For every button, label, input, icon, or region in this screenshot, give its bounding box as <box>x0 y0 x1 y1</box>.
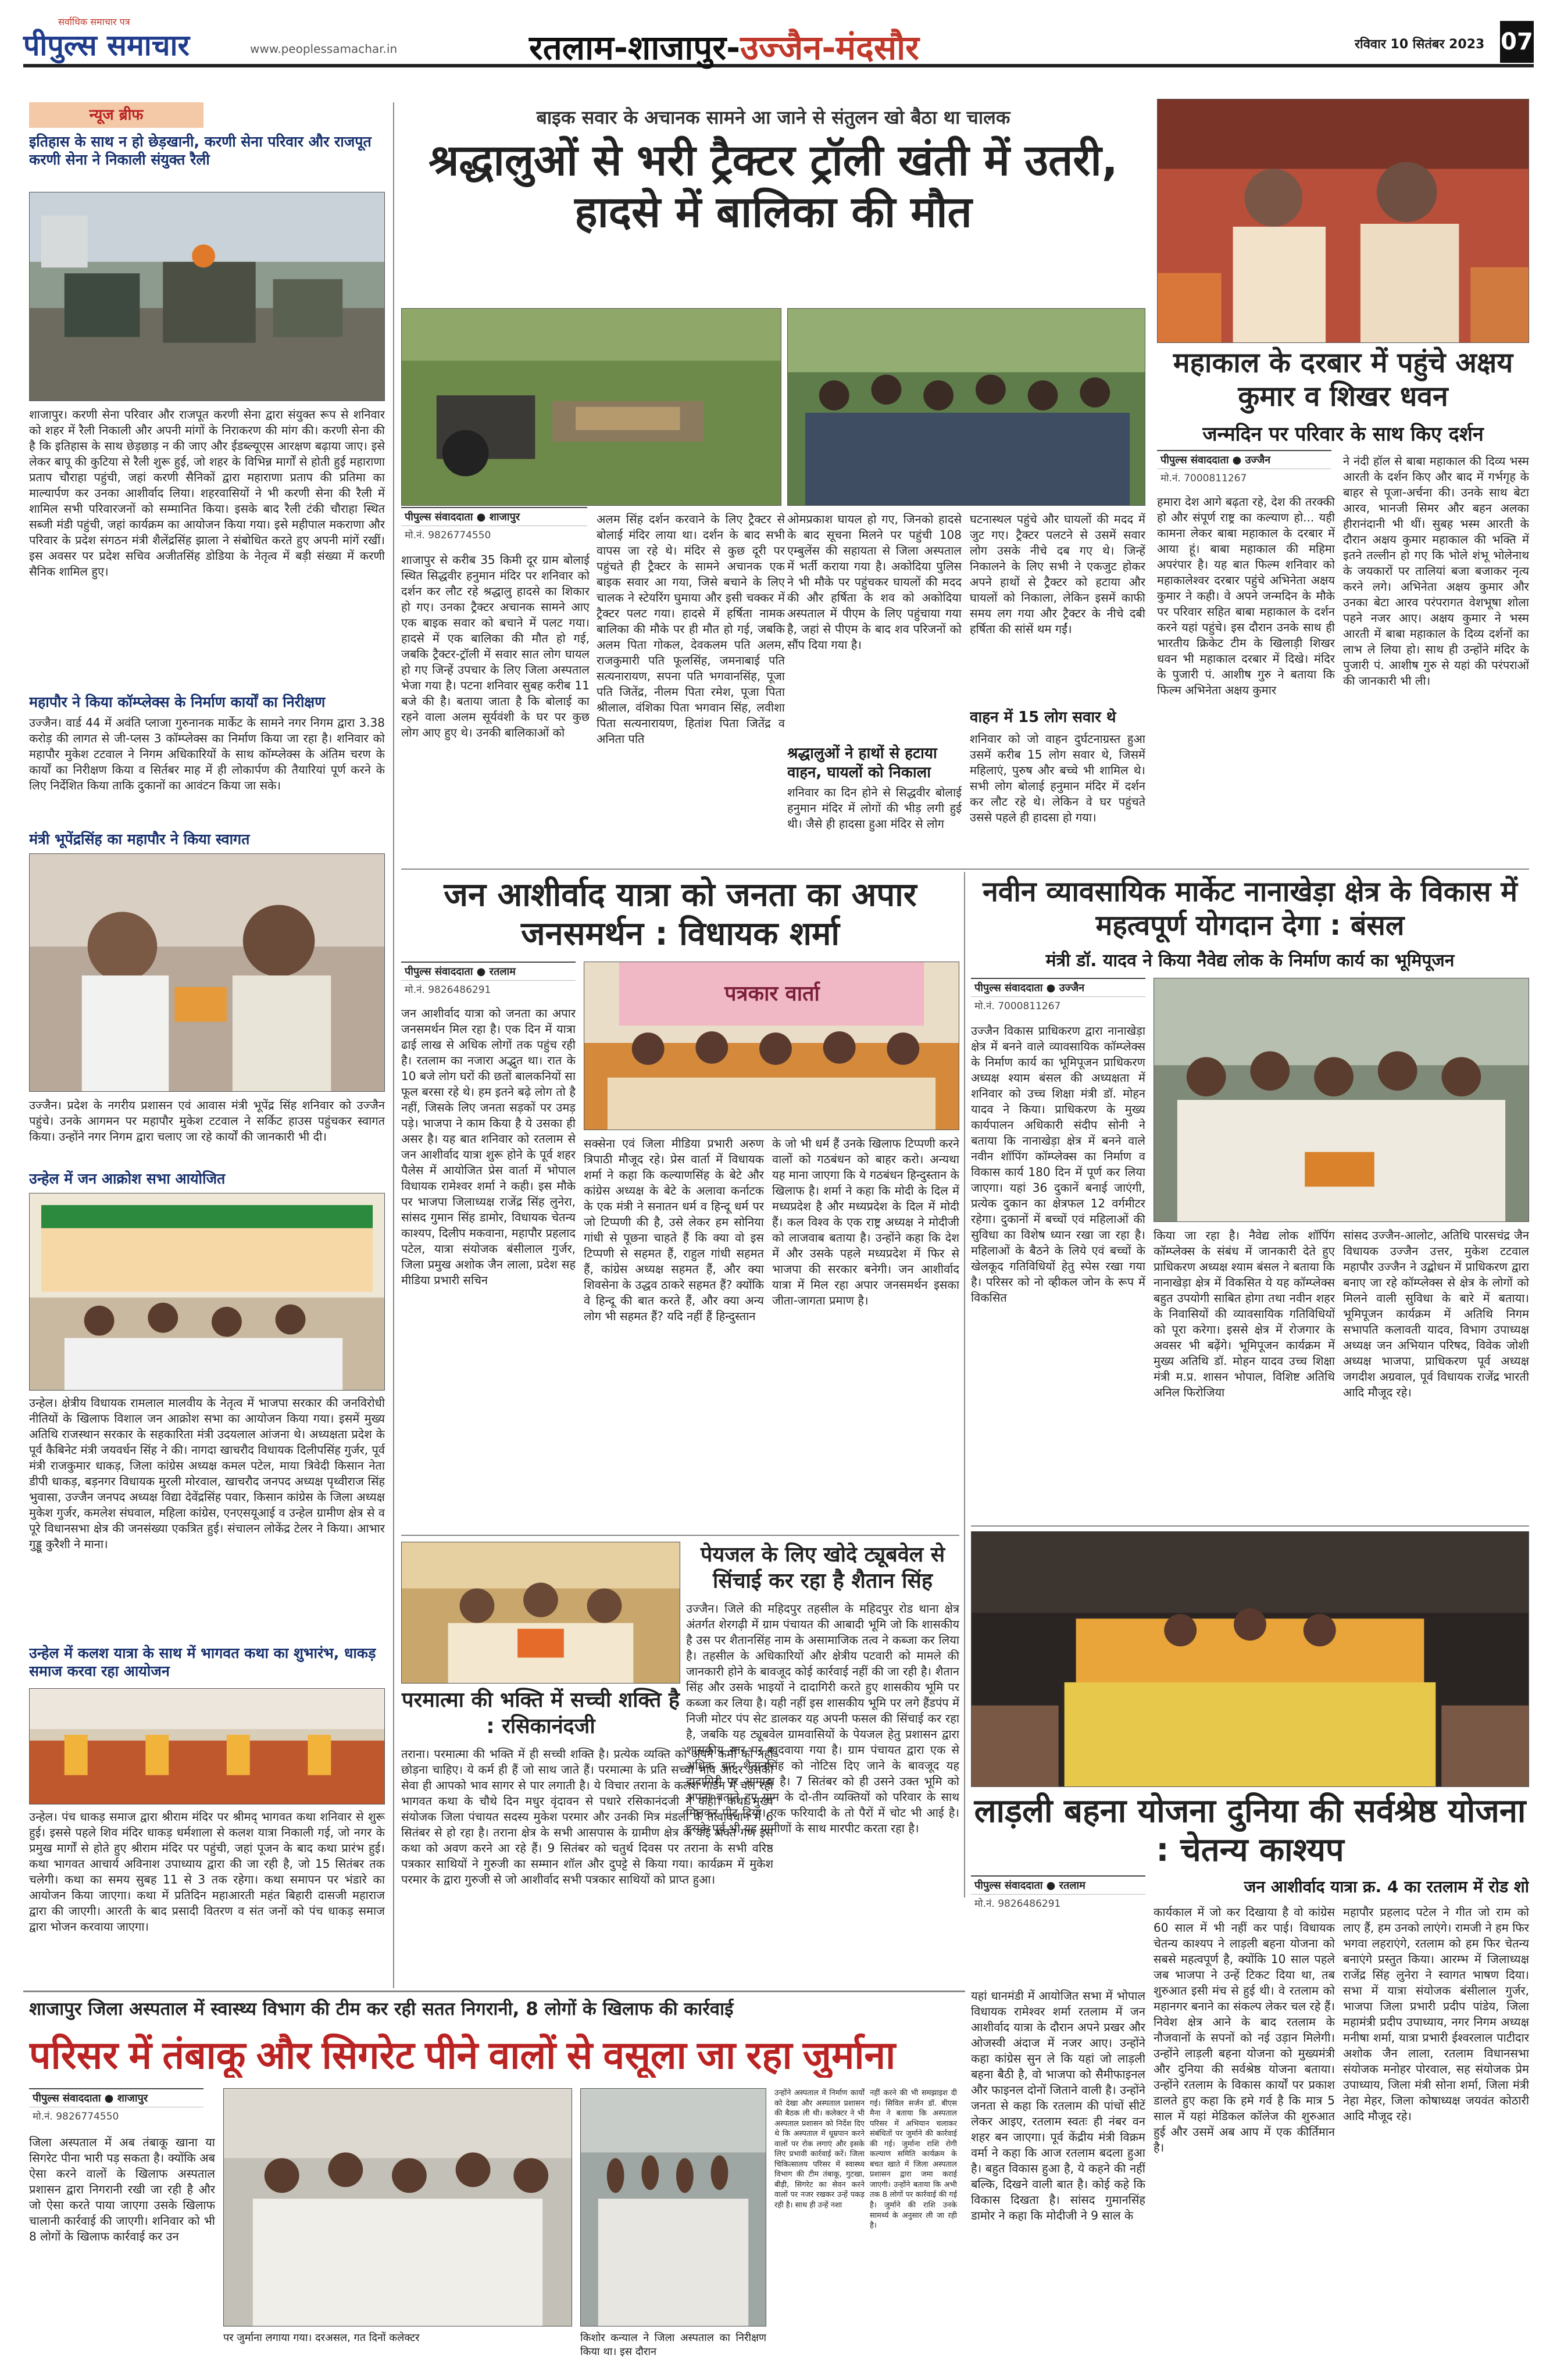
news-brief-tag: न्यूज ब्रीफ <box>29 102 203 128</box>
issue-date: रविवार 10 सितंबर 2023 <box>1355 37 1485 52</box>
bansal-col-2: किया जा रहा है। नैवेद्य लोक शॉपिंग कॉम्प्लेक्स के संबंध में जानकारी देते हुए प्राधिकरण अध्यक्ष श्याम बंसल ने बताया कि नानाखेड़ा क्षेत्र में विकसित ये यह कॉम्प्लेक्स बहुत उपयोगी साबित होगा तथा नवीन शहर के निवासियों की व्यावसायिक गतिविधियों को पूरा करेगा। इससे क्षेत्र में रोजगार के अवसर भी बढ़ेंगे। भूमिपूजन कार्यक्रम में मुख्य अतिथि डॉ. मोहन यादव उच्च शिक्षा मंत्री म.प्र. शासन भोपाल, विशिष्ट अतिथि अनिल फिरोजिया <box>1154 1228 1335 1399</box>
mahakal-col-1: हमारा देश आगे बढ़ता रहे, देश की तरक्की हो और संपूर्ण राष्ट्र का कल्याण हो... यही कामना लेकर बाबा महाकाल के दरबार में आया हूं। बाबा महाकाल की महिमा अपरंपार है। यह बात फिल्म शनिवार को महाकालेश्वर दरबार पहुंचे अभिनेता अक्षय कुमार ने कही। वे अपने जन्मदिन के मौके पर परिवार सहित बाबा महाकाल के दर्शन करने यहां पहुंचे। इस दौरान उनके साथ ही भारतीय क्रिकेट टीम के खिलाड़ी शिखर धवन भी महाकाल दरबार में दिखे। मंदिर के पुजारी पं. आशीष गुरु ने बताया कि फिल्म अभिनेता अक्षय कुमार <box>1157 495 1335 697</box>
column-divider <box>393 102 394 1988</box>
brief-1-text: शाजापुर। करणी सेना परिवार और राजपूत करणी सेना द्वारा संयुक्त रूप से शनिवार को शहर में रैली निकाली और अपनी मांगों के निराकरण की मांग की। करणी सेना की है कि इतिहास के साथ छेड़छाड़ न की जाए और ईडब्ल्यूएस आरक्षण बढ़ाया जाए। इसे लेकर बापू की कुटिया से रैली शुरू हुई, जो शहर के विभिन्न मार्गों से होती हुई महाराणा प्रताप चौराहा पहुंची, जहां करणी सैनिकों द्वारा महाराणा प्रताप की प्रतिमा का माल्यार्पण कर उनका आशीर्वाद लिया। शहरवासियों ने भी करणी सेना की रैली में शामिल सभी परिवारजनों को सम्मानित किया। इसके बाद रैली टंकी चौराहा स्थित सब्जी मंडी पहुंची, जहां कार्यक्रम का आयोजन किया गया। इसे महीपाल मकराणा और परिवार के प्रदेश संगठन मंत्री शैलेंद्रसिंह झाला ने संबोधित करते हुए अपनी मांगें रखीं। इस अवसर पर प्रदेश सचिव अजीतसिंह डोडिया के नेतृत्व में बड़ी संख्या में करणी सैनिक शामिल हुए। <box>29 408 385 578</box>
road-show-photo <box>971 1531 1529 1787</box>
tobacco-col-3: नहीं करने की भी समझाइश दी गई। सिविल सर्जन डॉ. बीएस मैना ने बताया कि अस्पताल परिसर में अभियान चलाकर संबंधितों पर जुर्माने की कार्रवाई की गई। जुर्माना राशि रोगी कल्याण समिति कार्यक्रम के बचत खाते में जिला अस्पताल प्रशासन द्वारा जमा कराई जाएगी। उन्होंने बताया कि अभी तक 8 लोगों पर कार्रवाई की गई है। जुर्माने की राशि उनके सामर्थ्य के अनुसार ली जा रही है। <box>870 2089 957 2231</box>
lead-col-3-subhead: श्रद्धालुओं ने हाथों से हटाया वाहन, घायलों को निकाला <box>787 745 937 781</box>
brief-1-headline: इतिहास के साथ न हो छेड़खानी, करणी सेना परिवार और राजपूत करणी सेना ने निकाली संयुक्त रैली <box>29 133 372 169</box>
mahakal-col-2: ने नंदी हॉल से बाबा महाकाल की दिव्य भस्म आरती के दर्शन किए और बाद में गर्भगृह के बाहर से पूजा-अर्चना की। उनके साथ बेटा आरव, भानजी सिमर और बहन अलका हीरानंदानी भी थीं। सुबह भस्म आरती के दौरान अक्षय कुमार महाकाल की भक्ति में इतने तल्लीन हो गए कि भोले शंभू भोलेनाथ के जयकारों पर तालियां बजा बजाकर नृत्य करने लगे। अभिनेता अक्षय कुमार और उनका बेटा आरव परंपरागत वेशभूषा शोला पहने नजर आए। अक्षय कुमार ने भस्म आरती में बाबा महाकाल के दिव्य दर्शनों का लाभ ले लिया हो। साथ ही उन्होंने मंदिर के पुजारी पं. आशीष गुरु से यहां की परंपराओं की जानकारी भी ली। <box>1343 454 1529 688</box>
page-number: 07 <box>1500 21 1534 63</box>
brand-tagline: सर्वाधिक समाचार पत्र <box>58 16 130 27</box>
brief-2-text: उज्जैन। वार्ड 44 में अवंति प्लाजा गुरुनानक मार्केट के सामने नगर निगम द्वारा 3.38 करोड़ की लागत से जी-प्लस 3 कॉम्प्लेक्स का निर्माण किया जा रहा है। शनिवार को महापौर मुकेश टटवाल ने निगम अधिकारियों के साथ कॉम्प्लेक्स के अंतिम चरण के कार्यों का निरीक्षण किया व सिर्तबर माह में ही लोकार्पण की तैयारियां पूर्ण करने के लिए निर्देशित किया ताकि दुकानों का आवंटन किया जा सके। <box>29 716 385 792</box>
jan-byline-box <box>401 962 576 998</box>
section-divider-3 <box>401 1535 959 1536</box>
mahakal-headline: महाकाल के दरबार में पहुंचे अक्षय कुमार व शिखर धवन <box>1173 346 1513 413</box>
ladli-headline: लाड़ली बहना योजना दुनिया की सर्वश्रेष्ठ योजना : चेतन्य काश्यप <box>974 1792 1526 1870</box>
ladli-byline: पीपुल्स संवाददाता ● रतलाम <box>971 1875 1145 1895</box>
lead-col-4: घटनास्थल पहुंचे और घायलों की मदद में जुट गए। ट्रैक्टर पलटने से उसमें सवार लोग उसके नीचे दब गए थे। जिन्हें निकालने के लिए सभी ने एकजुट होकर अपने हाथों से ट्रैक्टर को हटाया और घायलों को निकाला, लेकिन इसमें काफी समय लग गया और ट्रैक्टर के नीचे दबी हर्षिता की सांसें थम गईं। <box>970 512 1145 636</box>
ladli-mobile: मो.नं. 9826486291 <box>974 1898 1061 1910</box>
brief-5-headline: उन्हेल में कलश यात्रा के साथ में भागवत कथा का शुभारंभ, धाकड़ समाज करवा रहा आयोजन <box>29 1645 376 1680</box>
mahakal-byline: पीपुल्स संवाददाता ● उज्जैन <box>1157 450 1331 469</box>
tobacco-photo2-caption: किशोर कन्याल ने जिला अस्पताल का निरीक्षण किया था। इस दौरान <box>580 2332 766 2358</box>
ladli-sub: जन आशीर्वाद यात्रा क्र. 4 का रतलाम में रोड शो <box>1244 1877 1529 1896</box>
crowd-accident-site-photo <box>787 308 1145 506</box>
section-divider-5 <box>23 1991 965 1992</box>
ladli-col-1: यहां धानमंडी में आयोजित सभा में भोपाल विधायक रामेश्वर शर्मा रतलाम में जन आशीर्वाद यात्रा के दौरान अपने प्रखर और ओजस्वी अंदाज में नजर आए। उन्होंने कहा कांग्रेस सुन ले कि यहां जो लाड़ली बहना बैठी है, वो भाजपा को सैमीफाइनल और फाइनल दोनों जिताने वाली है। उन्होंने जनता से कहा कि रतलाम की पांचों सीटें लेकर आइए, रतलाम स्वतः ही नंबर वन शहर बन जाएगा। पूर्व केंद्रीय मंत्री विक्रम वर्मा ने कहा कि आज रतलाम बदला हुआ है। बहुत विकास हुआ है, ये कहने की नहीं बल्कि, दिखने वाली बात है। कोई कहे कि विकास दिखता है। सांसद गुमानसिंह डामोर ने कहा कि मोदीजी ने 9 साल के <box>971 1989 1145 2222</box>
column-divider-2 <box>964 872 965 1897</box>
press-conference-banner: पत्रकार वार्ता <box>724 982 820 1006</box>
section-title: रतलाम-शाजापुर-उज्जैन-मंदसौर <box>529 28 919 67</box>
bansal-byline-box <box>971 978 1145 1014</box>
lead-headline: श्रद्धालुओं से भरी ट्रैक्टर ट्रॉली खंती में उतरी, हादसे में बालिका की मौत <box>428 135 1118 237</box>
brief-2-headline: महापौर ने किया कॉम्प्लेक्स के निर्माण कार्यों का निरीक्षण <box>29 694 326 710</box>
minister-welcome-photo <box>29 853 385 1092</box>
lead-kicker: बाइक सवार के अचानक सामने आ जाने से संतुलन खो बैठा था चालक <box>536 106 1010 128</box>
naivedya-lok-bhoomipujan-photo <box>1154 978 1529 1222</box>
brief-3-headline: मंत्री भूपेंद्रसिंह का महापौर ने किया स्वागत <box>29 831 250 848</box>
ladli-col-3: महापौर प्रहलाद पटेल ने गीत जो राम को लाए हैं, हम उनको लाएंगे। रामजी ने हम फिर भगवा लहराएंगे, रतलाम को हम फिर चेतन्य बनाएंगे प्रस्तुत किया। आरम्भ में जिलाध्यक्ष राजेंद्र सिंह लुनेरा ने स्वागत भाषण दिया। सभा में यात्रा संयोजक बंसीलाल गुर्जर, भाजपा जिला प्रभारी प्रदीप पांडेय, जिला महामंत्री प्रदीप उपाध्याय, नगर निगम अध्यक्ष मनीषा शर्मा, यात्रा प्रभारी ईश्वरलाल पाटीदार अशोक जैन लाला, रतलाम विधानसभा संयोजक मनोहर पोरवाल, सह संयोजक प्रेम उपाध्याय, जिला मंत्री सोना शर्मा, जिला मंत्री नेहा मेहर, जिला कोषाध्यक्ष जयवंत कोठारी आदि मौजूद रहे। <box>1343 1905 1529 2123</box>
bansal-col-3: सांसद उज्जैन-आलोट, अतिथि पारसचंद्र जैन विधायक उज्जैन उत्तर, मुकेश टटवाल महापौर उज्जैन ने उद्बोधन में प्राधिकरण द्वारा बनाए जा रहे कॉम्प्लेक्स से क्षेत्र के लोगों को मिलने वाली सुविधा के बारे में बताया। भूमिपूजन कार्यक्रम में अतिथि निगम सभापति कलावती यादव, विभाग उपाध्यक्ष अध्यक्ष जन अभियान परिषद, विवेक जोशी अध्यक्ष भाजपा, प्राधिकरण पूर्व अध्यक्ष जगदीश अग्रवाल, पूर्व विधायक राजेंद्र भारती आदि मौजूद रहे। <box>1343 1228 1529 1399</box>
ladli-byline-box <box>971 1875 1145 1911</box>
jan-akrosh-sabha-photo <box>29 1193 385 1391</box>
bansal-byline: पीपुल्स संवाददाता ● उज्जैन <box>971 978 1145 997</box>
mahakal-byline-box <box>1157 450 1331 486</box>
lead-mobile: मो.नं. 9826774550 <box>405 530 491 541</box>
tobacco-headline: परिसर में तंबाकू और सिगरेट पीने वालों से वसूला जा रहा जुर्माना <box>29 2034 896 2077</box>
hospital-inspection-photo-2 <box>580 2088 766 2327</box>
lead-col-4-subhead: वाहन में 15 लोग सवार थे <box>970 709 1116 726</box>
jan-col-1: जन आशीर्वाद यात्रा को जनता का अपार जनसमर्थन मिल रहा है। एक दिन में यात्रा ढाई लाख से अधिक लोगों तक पहुंच रही है। रतलाम का नजारा अद्भुत था। रात के 10 बजे लोग घरों की छतों बालकनियों सा फूल बरसा रहे थे। हम इतने बढ़े लोग तो है नहीं, जिसके लिए जनता सड़कों पर उमड़ पड़े। भाजपा ने काम किया है ये उसका ही असर है। यह बात शनिवार को रतलाम से जन आशीर्वाद यात्रा शुरू होने के पूर्व शहर पैलेस में आयोजित प्रेस वार्ता में भोपाल विधायक रामेश्वर शर्मा ने कही। इस मौके पर भाजपा जिलाध्यक्ष राजेंद्र सिंह लुनेरा, सांसद गुमान सिंह डामोर, विधायक चेतन्य काश्यप, दिलीप मकवाना, महापौर प्रहलाद पटेल, यात्रा संयोजक बंसीलाल गुर्जर, जिला प्रमुख अशोक जैन लाला, प्रदेश सह मीडिया प्रभारी सचिन <box>401 1006 576 1287</box>
lead-byline: पीपुल्स संवाददाता ● शाजापुर <box>401 507 587 526</box>
akshay-kumar-mahakal-photo <box>1157 99 1529 343</box>
mahakal-mobile: मो.नं. 7000811267 <box>1160 473 1247 484</box>
lead-col-3: ओमप्रकाश घायल हो गए, जिनको हादसे के बाद सूचना मिलने पर पहुंची 108 एम्बुलेंस की सहायता से जिला अस्पताल में भर्ती कराया गया है। अकोदिया पुलिस ने भी मौके पर पहुंचकर घायलों की मदद की और हर्षिता के शव को अकोदिया अस्पताल में पीएम के लिए पहुंचाया गया है, जहां से पीएम के बाद शव परिजनों को सौंप दिया गया है। <box>787 512 962 652</box>
tobacco-col-2: उन्होंने अस्पताल में निर्माण कार्यों को देखा और अस्पताल प्रशासन की बैठक ली थी। कलेक्टर ने भी अस्पताल प्रशासन को निर्देश दिए थे कि अस्पताल में धूम्रपान करने वालों पर रोक लगाएं और इसके लिए प्रभावी कार्रवाई करें। जिला चिकित्सालय परिसर में स्वास्थ्य विभाग की टीम तंबाकू, गुटखा, बीड़ी, सिगरेट का सेवन करने वालों पर नजर रखकर उन्हें पकड़ रही है। साथ ही उन्हें नशा <box>774 2089 865 2210</box>
masthead <box>23 16 1534 67</box>
paramatma-headline: परमात्मा की भक्ति में सच्ची शक्ति है : रसिकानंदजी <box>402 1688 680 1738</box>
jan-col-2: सक्सेना एवं जिला मीडिया प्रभारी अरुण त्रिपाठी मौजूद रहे। प्रेस वार्ता में विधायक शर्मा ने कहा कि कल्याणसिंह के बेटे और कांग्रेस अध्यक्ष के बेटे के अलावा कर्नाटक के एक मंत्री ने सनातन धर्म व हिन्दू धर्म पर जो टिप्पणी की है, उसे लेकर हम सोनिया गांधी से पूछना चाहते हैं कि क्या वो इस टिप्पणी से सहमत हैं, राहुल गांधी सहमत हैं, कांग्रेस अध्यक्ष सहमत हैं, और क्या शिवसेना के उद्धव ठाकरे सहमत हैं? क्योंकि वे हिन्दू की बात करते हैं, और क्या अन्य लोग भी सहमत हैं? यदि नहीं हैं हिन्दुस्तान <box>584 1137 764 1323</box>
brief-4-text: उन्हेल। क्षेत्रीय विधायक रामलाल मालवीय के नेतृत्व में भाजपा सरकार की जनविरोधी नीतियों के खिलाफ विशाल जन आक्रोश सभा का आयोजन किया गया। इसमें मुख्य अतिथि राजस्थान सरकार के सहकारिता मंत्री उदयलाल आंजना थे। अध्यक्षता प्रदेश के पूर्व कैबिनेट मंत्री जयवर्धन सिंह ने की। नागदा खाचरौद विधायक दिलीपसिंह गुर्जर, पूर्व मंत्री राजकुमार धाकड़, जिला कांग्रेस अध्यक्ष कमल पटेल, माया त्रिवेदी किसान नेता डीपी धाकड़, बड़नगर विधायक मुरली मोरवाल, खाचरौद जनपद अध्यक्ष पृथ्वीराज सिंह भुवासा, उज्जैन जनपद अध्यक्ष विद्या देवेंद्रसिंह पवार, किसान कांग्रेस के जिला अध्यक्ष मुकेश गुर्जर, कमलेश संघवाल, महिला कांग्रेस, एनएसयूआई व उन्हेल ग्रामीण क्षेत्र से व पूरे विधानसभा क्षेत्र की जनसंख्या एकत्रित हुई। संचालन लोकेंद्र टेलर ने किया। आभार गुड्डू कुरैशी ने माना। <box>29 1396 385 1551</box>
lead-col-3b: शनिवार का दिन होने से सिद्धवीर बोलाई हनुमान मंदिर में लोगों की भीड़ लगी हुई थी। जैसे ही हादसा हुआ मंदिर से लोग <box>787 785 962 831</box>
jan-byline: पीपुल्स संवाददाता ● रतलाम <box>401 962 576 981</box>
jan-mobile: मो.नं. 9826486291 <box>405 984 491 996</box>
brief-5-text: उन्हेल। पंच धाकड़ समाज द्वारा श्रीराम मंदिर पर श्रीमद् भागवत कथा शनिवार से शुरू हुई। इससे पहले शिव मंदिर धाकड़ धर्मशाला से कलश यात्रा निकाली गई, जो नगर के प्रमुख मार्गों से होते हुए श्रीराम मंदिर पर पहुंची, जहां पूजन के बाद कथा प्रारंभ हुई। कथा भागवत आचार्य अविनाश उपाध्याय द्वारा की जा रही है, जो 15 सितंबर तक चलेगी। कथा का समय सुबह 11 से 3 तक रहेगा। कथा समापन पर भंडारे का आयोजन किया जाएगा। कथा में प्रतिदिन महाआरती महंत बिहारी दासजी महाराज द्वारा की जाएगी। आरती के बाद प्रसादी वितरण व संत जनों को पंच धाकड़ समाज द्वारा भोजन करवाया जाएगा। <box>29 1810 385 1934</box>
hospital-inspection-photo-1 <box>223 2088 572 2327</box>
jan-headline: जन आशीर्वाद यात्रा को जनता का अपार जनसमर्थन : विधायक शर्मा <box>444 876 917 953</box>
tobacco-byline: पीपुल्स संवाददाता ● शाजापुर <box>29 2088 203 2107</box>
tobacco-kicker: शाजापुर जिला अस्पताल में स्वास्थ्य विभाग की टीम कर रही सतत निगरानी, 8 लोगों के खिलाफ की कार्रवाई <box>29 1999 734 2020</box>
tubewell-text: उज्जैन। जिले की महिदपुर तहसील के महिदपुर रोड थाना क्षेत्र अंतर्गत शेरगढ़ी में ग्राम पंचायत की आबादी भूमि जो कि शासकीय है उस पर शैतानसिंह नाम के असामाजिक तत्व ने कब्जा कर लिया है। तहसील के अधिकारियों और क्षेत्रीय पटवारी को मामले की जानकारी होने के बावजूद कोई कार्रवाई नहीं की जा रही है। शैतान सिंह और उसके भाइयों ने दादागिरी करते हुए शासकीय भूमि पर कब्जा कर लिया है। यही नहीं इस शासकीय भूमि पर लगे हैंडपंप में निजी मोटर पंप सेट डालकर यह अपनी फसल की सिंचाई कर रहा है, जबकि यह ट्यूबवेल ग्रामवासियों के पेयजल हेतु प्रशासन द्वारा शासकीय स्तर पर खुदवाया गया है। ग्राम पंचायत द्वारा एक से अधिक बार शैतानसिंह को नोटिस दिए जाने के बावजूद यह दादागिरी पर आमादा है। 7 सितंबर को ही उसने उक्त भूमि को अपना बताते हुए ग्राम के दो-तीन व्यक्तियों को परिवार के साथ मिलकर पीट दिया। एक फरियादी के तो पैरों में चोट भी आई है। इसके पूर्व भी यह ग्रामीणों के साथ मारपीट करता रहा है। <box>686 1602 959 1835</box>
paramatma-text: तराना। परमात्मा की भक्ति में ही सच्ची शक्ति है। प्रत्येक व्यक्ति को अपने कर्मों को नहीं छोड़ना चाहिए। ये कर्म ही हैं जो साथ जाते हैं। परमात्मा के प्रति सच्चा भाव आदर उसकी सेवा ही आपको भाव सागर से पार लगाती है। ये विचार तराना के कलश गार्डन में चल रही भागवत कथा के चौथे दिन मधुर वृंदावन से पधारे रसिकानंदजी ने कही। कथा मुख्य संयोजक जिला पंचायत सदस्य मुकेश परमार और उनकी मित्र मंडली के तत्वावधान में 6 सितंबर से हो रहा है। तराना क्षेत्र के सभी आसपास के ग्रामीण क्षेत्र के कई भक्त गण इस कथा को अवण करने आ रहे हैं। 9 सितंबर को चतुर्थ दिवस पर तराना के सभी वरिष्ठ पत्रकार साथियों ने गुरुजी का सम्मान शॉल और दुपट्टे से किया गया। कार्यक्रम में मुकेश परमार के द्वारा गुरुजी से जो आशीर्वाद सभी पत्रकार साथियों को प्राप्त हुआ। <box>401 1747 773 1886</box>
bhagwat-katha-photo <box>401 1542 680 1684</box>
bansal-mobile: मो.नं. 7000811267 <box>974 1000 1061 1012</box>
tobacco-mobile: मो.नं. 9826774550 <box>33 2111 119 2122</box>
lead-col-1: शाजापुर से करीब 35 किमी दूर ग्राम बोलाई स्थित सिद्धवीर हनुमान मंदिर पर शनिवार को दर्शन कर लौट रहे श्रद्धालु हादसे का शिकार हो गए। उनका ट्रैक्टर अचानक सामने आए एक बाइक सवार को बचाने में पलट गया। हादसे में एक बालिका की मौत हो गई, जबकि ट्रैक्टर-ट्रॉली में सवार सात लोग घायल हो गए जिन्हें उपचार के लिए जिला अस्पताल भेजा गया है। पटना शनिवार सुबह करीब 11 बजे की है। बताया जाता है कि बोलाई का रहने वाला अलम सूर्यवंशी के घर पर कुछ लोग आए हुए थे। उनकी बालिकाओं को <box>401 553 590 739</box>
brand-logo: पीपुल्स समाचार <box>23 28 190 62</box>
lead-col-2: अलम सिंह दर्शन करवाने के लिए ट्रैक्टर से बोलाई मंदिर लाया था। दर्शन के बाद सभी वापस जा रहे थे। मंदिर से कुछ दूरी पर पहुंचते ही ट्रैक्टर के सामने अचानक एक बाइक सवार आ गया, जिसे बचाने के लिए चालक ने स्टेयरिंग घुमाया और इसी चक्कर में ट्रैक्टर पलट गया। हादसे में हर्षिता नामक बालिका की मौके पर ही मौत हो गई, जबकि अलम पिता गोकल, देवकलम पति अलम, राजकुमारी पति फूलसिंह, जमनाबाई पति सत्यनारायण, सपना पति भगवानसिंह, पूजा पति जितेंद्र, नीलम पिता रमेश, पूजा पिता श्रीलाल, वंशिका पिता भगवान सिंह, लवीशा पिता सत्यनारायण, हितांश पिता जितेंद्र व अनिता पति <box>597 512 785 746</box>
brief-4-headline: उन्हेल में जन आक्रोश सभा आयोजित <box>29 1170 226 1187</box>
website-url[interactable]: www.peoplessamachar.in <box>250 42 398 56</box>
bansal-sub: मंत्री डॉ. यादव ने किया नैवेद्य लोक के निर्माण कार्य का भूमिपूजन <box>1045 950 1455 971</box>
section-divider-4 <box>971 1525 1529 1527</box>
brief-3-text: उज्जैन। प्रदेश के नगरीय प्रशासन एवं आवास मंत्री भूपेंद्र सिंह शनिवार को उज्जैन पहुंचे। उनके आगमन पर महापौर मुकेश टटवाल ने सर्किट हाउस पहुंचकर स्वागत किया। उन्होंने नगर निगम द्वारा चलाए जा रहे कार्यों की जानकारी भी दी। <box>29 1098 385 1143</box>
tobacco-col-1: जिला अस्पताल में अब तंबाकू खाना या सिगरेट पीना भारी पड़ सकता है। क्योंकि अब ऐसा करने वालों के खिलाफ अस्पताल प्रशासन द्वारा निगरानी रखी जा रही है और जो ऐसा करते पाया जाएगा उसके खिलाफ चालानी कार्रवाई की जाएगी। शनिवार को भी 8 लोगों के खिलाफ कार्रवाई कर उन <box>29 2135 215 2243</box>
kalash-yatra-photo <box>29 1688 385 1804</box>
lead-col-4b: शनिवार को जो वाहन दुर्घटनाग्रस्त हुआ उसमें करीब 15 लोग सवार थे, जिसमें महिलाएं, पुरुष और बच्चे भी शामिल थे। सभी लोग बोलाई हनुमान मंदिर में दर्शन कर लौट रहे थे। लेकिन वे घर पहुंचते उससे पहले ही हादसा हो गया। <box>970 732 1145 824</box>
press-conference-photo <box>584 962 959 1130</box>
ladli-col-2: कार्यकाल में जो कर दिखाया है वो कांग्रेस 60 साल में भी नहीं कर पाई। विधायक चेतन्य काश्यप ने लाड़ली बहना योजना को सबसे महत्वपूर्ण है, क्योंकि 10 साल पहले जब भाजपा ने उन्हें टिकट दिया था, तब शुरुआत इसी मंच से हुई थी। वे रतलाम को महानगर बनाने का संकल्प लेकर चल रहे हैं। निवेश क्षेत्र आने के बाद रतलाम के नौजवानों के सपनों को नई उड़ान मिलेगी। उन्होंने लाड़ली बहना योजना को मुख्यमंत्री और दुनिया की सर्वश्रेष्ठ योजना बताया। उन्होंने रतलाम के विकास कार्यों पर प्रकाश डालते हुए कहा कि हमे गर्व है कि मात्र 5 साल में यहां मेडिकल कॉलेज की शुरुआत हुई और उसमें अब आप में एक कीर्तिमान है। <box>1154 1905 1335 2154</box>
tubewell-headline: पेयजल के लिए खोदे ट्यूबवेल से सिंचाई कर रहा है शैतान सिंह <box>700 1543 945 1593</box>
bansal-col-1: उज्जैन विकास प्राधिकरण द्वारा नानाखेड़ा क्षेत्र में बनने वाले व्यावसायिक कॉम्प्लेक्स के निर्माण कार्य का भूमिपूजन प्राधिकरण अध्यक्ष श्याम बंसल की अध्यक्षता में शनिवार को उच्च शिक्षा मंत्री डॉ. मोहन यादव ने किया। प्राधिकरण के मुख्य कार्यपालन अधिकारी संदीप सोनी ने बताया कि नानाखेड़ा क्षेत्र में बनने वाले नवीन शॉपिंग कॉम्प्लेक्स का निर्माण व विकास कार्य 180 दिन में पूर्ण कर लिया जाएगा। यहां 36 दुकानें बनाई जाएंगी, प्रत्येक दुकान का क्षेत्रफल 12 वर्गमीटर रहेगा। दुकानों में बच्चों एवं महिलाओं की सुविधा का विशेष ध्यान रखा जा रहा है। महिलाओं के बैठने के लिये एवं बच्चों के खेलकूद गतिविधियों हेतु स्पेस रखा गया है। परिसर को नो व्हीकल जोन के रूप में विकसित <box>971 1024 1145 1305</box>
section-divider <box>401 869 1529 870</box>
mahakal-sub: जन्मदिन पर परिवार के साथ किए दर्शन <box>1202 423 1484 446</box>
tobacco-byline-box <box>29 2088 203 2124</box>
tobacco-photo-caption: पर जुर्माना लगाया गया। दरअसल, गत दिनों कलेक्टर <box>223 2332 420 2344</box>
karni-sena-rally-photo <box>29 192 385 401</box>
lead-byline-box <box>401 507 587 543</box>
jan-col-3: के जो भी धर्म हैं उनके खिलाफ टिप्पणी करने वालों को गठबंधन को बाहर करो। अन्यथा यह माना जाएगा कि ये गठबंधन हिन्दुस्तान के खिलाफ है। शर्मा ने कहा कि मोदी के दिल में मध्यप्रदेश है और मध्यप्रदेश के दिल में मोदी हैं। कल विश्व के एक राष्ट्र अध्यक्ष ने मोदीजी को लाजवाब बताया है। उन्होंने कहा कि देश में और उसके पहले मध्यप्रदेश में फिर से भाजपा की सरकार बनेगी। जन आशीर्वाद यात्रा में मिल रहा अपार जनसमर्थन इसका जीता-जागता प्रमाण है। <box>772 1137 959 1307</box>
tractor-trolley-photo <box>401 308 781 506</box>
bansal-headline: नवीन व्यावसायिक मार्केट नानाखेड़ा क्षेत्र के विकास में महत्वपूर्ण योगदान देगा : बंसल <box>983 875 1517 942</box>
